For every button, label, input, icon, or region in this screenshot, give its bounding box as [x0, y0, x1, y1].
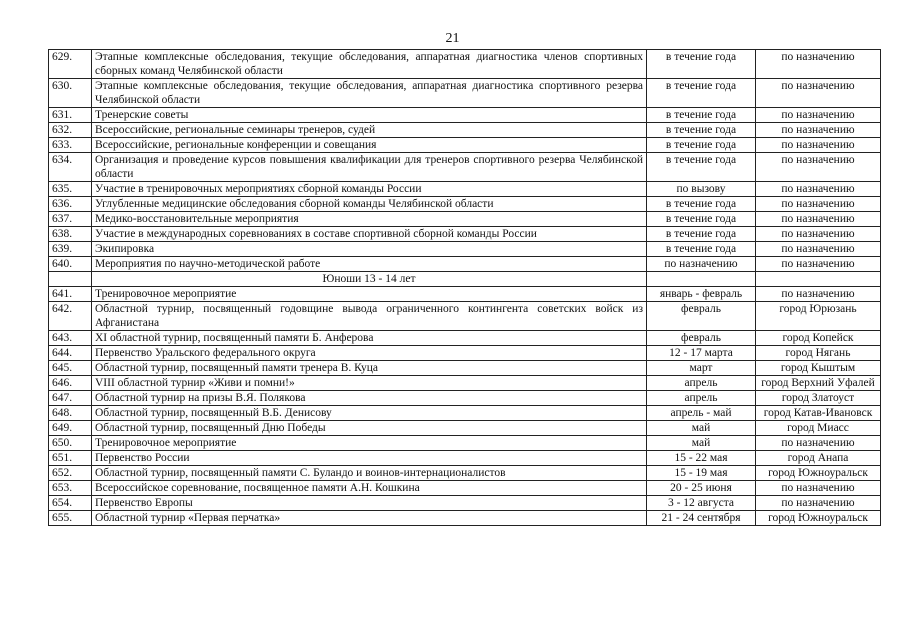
row-number: 653. [49, 481, 92, 496]
event-name: Участие в тренировочных мероприятиях сборной команды России [92, 182, 647, 197]
table-row [49, 421, 881, 436]
row-number: 641. [49, 287, 92, 302]
page-number: 21 [445, 31, 460, 46]
row-number: 642. [49, 302, 92, 331]
row-number: 643. [49, 331, 92, 346]
row-number: 637. [49, 212, 92, 227]
section-row [49, 272, 881, 287]
table-row [49, 153, 881, 182]
event-name: Всероссийские, региональные семинары тренеров, судей [92, 123, 647, 138]
event-date: 12 - 17 марта [647, 346, 756, 361]
event-date: в течение года [647, 50, 756, 79]
event-date: по назначению [647, 257, 756, 272]
table-row [49, 481, 881, 496]
event-name: Всероссийские, региональные конференции и совещания [92, 138, 647, 153]
event-place: город Златоуст [756, 391, 881, 406]
event-date: февраль [647, 302, 756, 331]
event-place: по назначению [756, 123, 881, 138]
event-place: по назначению [756, 138, 881, 153]
event-name: Этапные комплексные обследования, текущие обследования, аппаратная диагностика спортивного резерва Челябинской области [92, 79, 647, 108]
event-name: Первенство Уральского федерального округа [92, 346, 647, 361]
event-place: по назначению [756, 108, 881, 123]
event-name: Медико-восстановительные мероприятия [92, 212, 647, 227]
event-name: Всероссийское соревнование, посвященное памяти А.Н. Кошкина [92, 481, 647, 496]
row-number: 647. [49, 391, 92, 406]
table-row [49, 50, 881, 79]
row-number: 638. [49, 227, 92, 242]
row-number: 645. [49, 361, 92, 376]
table-row [49, 376, 881, 391]
row-number: 640. [49, 257, 92, 272]
event-name: Организация и проведение курсов повышения квалификации для тренеров спортивного резерва Челябинской области [92, 153, 647, 182]
event-place: по назначению [756, 242, 881, 257]
event-date: 3 - 12 августа [647, 496, 756, 511]
event-place: город Юрюзань [756, 302, 881, 331]
event-place: по назначению [756, 182, 881, 197]
row-number: 650. [49, 436, 92, 451]
row-number: 652. [49, 466, 92, 481]
event-date: 21 - 24 сентября [647, 511, 756, 526]
event-name: Тренировочное мероприятие [92, 287, 647, 302]
row-number: 639. [49, 242, 92, 257]
table-row [49, 346, 881, 361]
event-name: Углубленные медицинские обследования сборной команды Челябинской области [92, 197, 647, 212]
event-name: Областной турнир «Первая перчатка» [92, 511, 647, 526]
row-number: 644. [49, 346, 92, 361]
event-name: Областной турнир, посвященный памяти тренера В. Куца [92, 361, 647, 376]
table-row [49, 79, 881, 108]
event-name: Областной турнир, посвященный памяти С. Буландо и воинов-интернационалистов [92, 466, 647, 481]
table-row [49, 436, 881, 451]
event-date: в течение года [647, 197, 756, 212]
table-row [49, 406, 881, 421]
event-name: Областной турнир, посвященный В.Б. Денисову [92, 406, 647, 421]
event-name: Этапные комплексные обследования, текущие обследования, аппаратная диагностика членов спортивных сборных команд Челябинской области [92, 50, 647, 79]
event-place: по назначению [756, 50, 881, 79]
table-row [49, 287, 881, 302]
event-date: в течение года [647, 138, 756, 153]
event-name: Первенство Европы [92, 496, 647, 511]
event-place: город Южноуральск [756, 466, 881, 481]
event-place: город Анапа [756, 451, 881, 466]
table-row [49, 511, 881, 526]
event-name: Первенство России [92, 451, 647, 466]
event-date: 15 - 19 мая [647, 466, 756, 481]
event-date: в течение года [647, 153, 756, 182]
event-date: апрель [647, 391, 756, 406]
event-place: город Катав-Ивановск [756, 406, 881, 421]
table-row [49, 257, 881, 272]
section-place-cell [756, 272, 881, 287]
table-row [49, 108, 881, 123]
table-row [49, 182, 881, 197]
event-place: город Миасс [756, 421, 881, 436]
event-date: в течение года [647, 212, 756, 227]
event-date: март [647, 361, 756, 376]
event-place: по назначению [756, 227, 881, 242]
row-number: 636. [49, 197, 92, 212]
event-date: в течение года [647, 108, 756, 123]
table-row [49, 331, 881, 346]
event-place: по назначению [756, 496, 881, 511]
table-row [49, 123, 881, 138]
event-date: в течение года [647, 123, 756, 138]
table-row [49, 496, 881, 511]
event-place: город Верхний Уфалей [756, 376, 881, 391]
event-date: 15 - 22 мая [647, 451, 756, 466]
event-date: в течение года [647, 79, 756, 108]
event-date: февраль [647, 331, 756, 346]
event-date: апрель - май [647, 406, 756, 421]
row-number: 630. [49, 79, 92, 108]
event-place: город Копейск [756, 331, 881, 346]
event-date: по вызову [647, 182, 756, 197]
row-number: 629. [49, 50, 92, 79]
event-name: XI областной турнир, посвященный памяти Б. Анферова [92, 331, 647, 346]
table-row [49, 197, 881, 212]
event-date: в течение года [647, 227, 756, 242]
event-place: по назначению [756, 79, 881, 108]
table-row [49, 451, 881, 466]
event-name: Тренерские советы [92, 108, 647, 123]
table-row [49, 361, 881, 376]
event-date: январь - февраль [647, 287, 756, 302]
table-row [49, 138, 881, 153]
event-place: город Кыштым [756, 361, 881, 376]
row-number: 635. [49, 182, 92, 197]
event-name: VIII областной турнир «Живи и помни!» [92, 376, 647, 391]
event-name: Областной турнир, посвященный годовщине вывода ограниченного контингента советских войск из Афганистана [92, 302, 647, 331]
event-place: город Южноуральск [756, 511, 881, 526]
event-place: по назначению [756, 212, 881, 227]
event-name: Мероприятия по научно-методической работе [92, 257, 647, 272]
event-name: Областной турнир, посвященный Дню Победы [92, 421, 647, 436]
event-name: Экипировка [92, 242, 647, 257]
row-number: 634. [49, 153, 92, 182]
event-date: в течение года [647, 242, 756, 257]
row-number: 654. [49, 496, 92, 511]
event-date: 20 - 25 июня [647, 481, 756, 496]
event-place: город Нягань [756, 346, 881, 361]
event-place: по назначению [756, 197, 881, 212]
table-row [49, 391, 881, 406]
table-row [49, 242, 881, 257]
events-table [48, 49, 881, 526]
row-number: 648. [49, 406, 92, 421]
table-row [49, 302, 881, 331]
section-num-cell [49, 272, 92, 287]
section-date-cell [647, 272, 756, 287]
section-title: Юноши 13 - 14 лет [92, 272, 647, 287]
event-date: май [647, 436, 756, 451]
event-place: по назначению [756, 436, 881, 451]
event-place: по назначению [756, 257, 881, 272]
row-number: 649. [49, 421, 92, 436]
event-name: Тренировочное мероприятие [92, 436, 647, 451]
event-name: Областной турнир на призы В.Я. Полякова [92, 391, 647, 406]
table-row [49, 212, 881, 227]
row-number: 631. [49, 108, 92, 123]
event-place: по назначению [756, 153, 881, 182]
row-number: 651. [49, 451, 92, 466]
event-date: апрель [647, 376, 756, 391]
row-number: 633. [49, 138, 92, 153]
row-number: 646. [49, 376, 92, 391]
row-number: 632. [49, 123, 92, 138]
event-place: по назначению [756, 287, 881, 302]
table-row [49, 466, 881, 481]
table-row [49, 227, 881, 242]
event-name: Участие в международных соревнованиях в составе спортивной сборной команды России [92, 227, 647, 242]
event-date: май [647, 421, 756, 436]
event-place: по назначению [756, 481, 881, 496]
row-number: 655. [49, 511, 92, 526]
